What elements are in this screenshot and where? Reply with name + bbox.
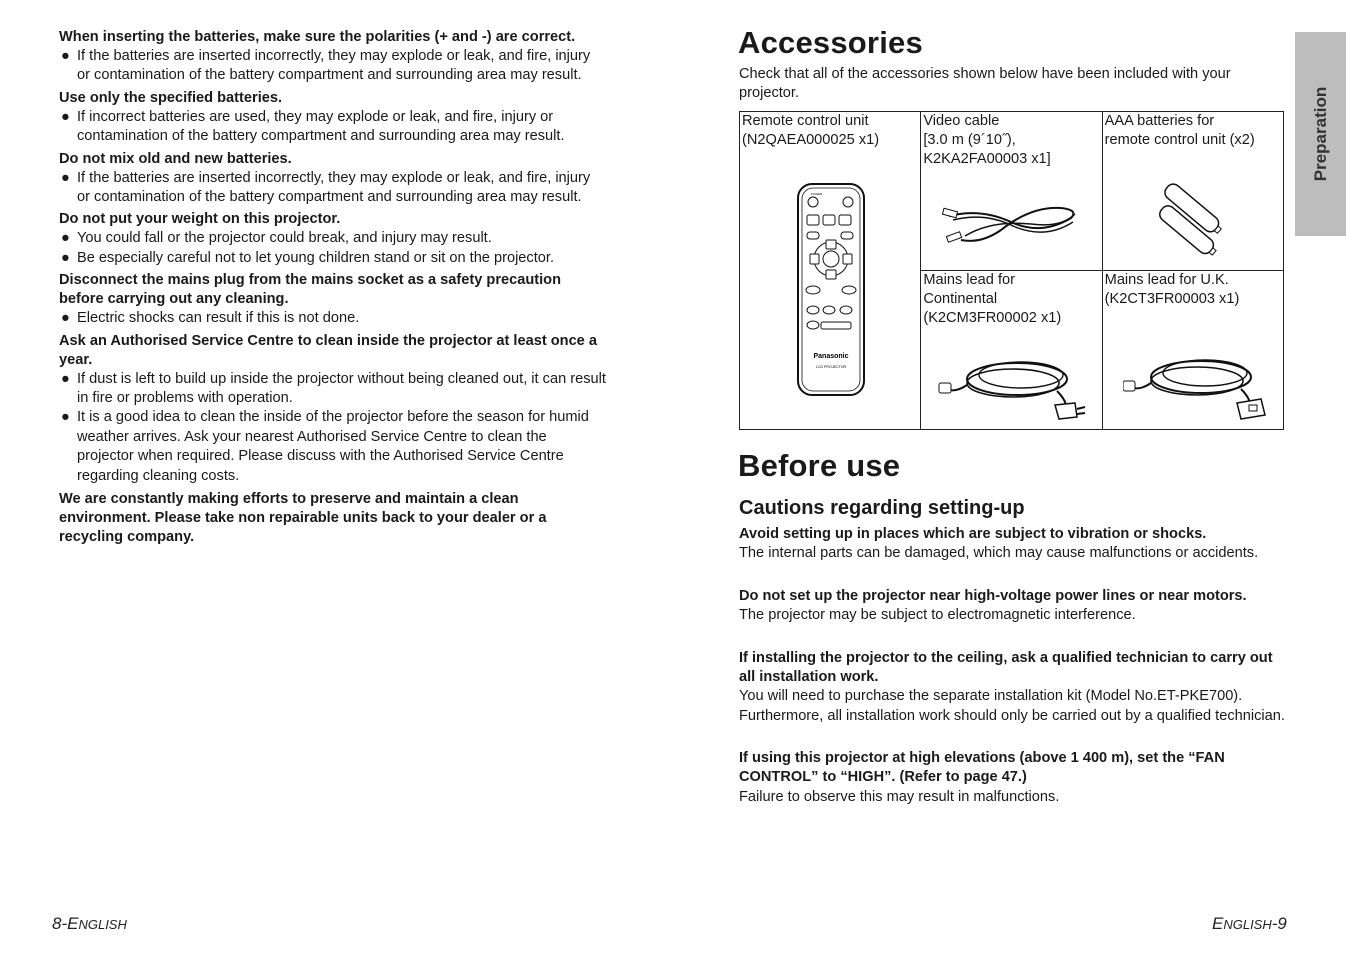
bullet-item: ● Be especially careful not to let young children stand or sit on the projector. — [59, 249, 607, 268]
before-use-title: Before use — [738, 448, 901, 483]
caution-heading: If using this projector at high elevations (above 1 400 m), set the “FAN CONTROL” to “HIGH”. (Refer to page 47.) — [739, 750, 1225, 786]
bullet-item: ● If the batteries are inserted incorrectly, they may explode or leak, and fire, injury or contamination of the battery compartment and surrounding area may result. — [61, 169, 591, 206]
section-disconnect-plug — [59, 271, 607, 328]
bullet-glyph: ● — [61, 48, 70, 64]
cell-aaa-batteries — [1102, 112, 1283, 271]
caution-item — [739, 749, 1287, 807]
bullet-glyph: ● — [61, 409, 70, 426]
cell-mains-lead-uk — [1102, 271, 1283, 430]
environment-note: We are constantly making efforts to preserve and maintain a clean environment. Please take non repairable units back to your dealer or a recycling company. — [59, 491, 547, 546]
bullet-item: ● It is a good idea to clean the inside of the projector before the season for humid weather arrives. Ask your nearest Authorised Service Centre to clean the projector when required. Please discuss with the Authorised Service Centre regarding cleaning costs. — [61, 409, 589, 484]
section-heading: Use only the specified batteries. — [59, 89, 283, 106]
caution-heading: If installing the projector to the ceiling, ask a qualified technician to carry out all installation work. — [739, 649, 1273, 685]
bullet-glyph: ● — [61, 249, 70, 266]
svg-text:POWER: POWER — [811, 192, 823, 196]
section-heading: Do not put your weight on this projector. — [59, 211, 341, 228]
page-number-left: 8-ENGLISH — [52, 914, 127, 933]
cell-mains-lead-continental — [921, 271, 1102, 430]
accessories-table — [739, 111, 1284, 430]
uk-label-line1: Mains lead for U.K. — [1104, 272, 1229, 288]
bullet-glyph: ● — [61, 169, 70, 186]
caution-body: The internal parts can be damaged, which may cause malfunctions or accidents. — [739, 545, 1259, 562]
uk-mains-lead-icon — [1123, 349, 1273, 421]
remote-label-line2: (N2QAEA000025 x1) — [742, 132, 880, 148]
continental-mains-lead-icon — [937, 349, 1087, 421]
caution-body: The projector may be subject to electromagnetic interference. — [739, 607, 1136, 623]
section-heading: Disconnect the mains plug from the mains socket as a safety precaution before carrying out any cleaning. — [59, 272, 562, 308]
bullet-glyph: ● — [61, 310, 70, 327]
section-service-centre — [59, 332, 607, 486]
remote-brand-label: Panasonic — [813, 353, 849, 360]
cell-remote-control — [740, 112, 921, 430]
video-cable-label-line2: [3.0 m (9´10˝), — [923, 132, 1016, 148]
caution-item — [739, 587, 1287, 626]
uk-label-line2: (K2CT3FR00003 x1) — [1104, 291, 1240, 307]
remote-label-line1: Remote control unit — [742, 113, 869, 129]
cell-video-cable — [921, 112, 1102, 271]
caution-item — [739, 649, 1287, 727]
caution-heading: Avoid setting up in places which are subject to vibration or shocks. — [739, 526, 1207, 542]
bullet-glyph: ● — [61, 230, 70, 247]
video-cable-label-line1: Video cable — [923, 113, 1000, 129]
batteries-label-line1: AAA batteries for — [1104, 113, 1215, 129]
remote-control-icon — [796, 182, 866, 397]
remote-model-label: LCD PROJECTOR — [815, 365, 847, 369]
section-battery-polarity — [59, 28, 607, 86]
caution-body: Failure to observe this may result in malfunctions. — [739, 788, 1060, 805]
preparation-side-tab — [1295, 32, 1346, 236]
section-heading: When inserting the batteries, make sure the polarities (+ and -) are correct. — [59, 29, 576, 45]
video-cable-icon — [941, 200, 1081, 252]
batteries-label-line2: remote control unit (x2) — [1104, 132, 1255, 148]
left-page-content — [59, 28, 607, 547]
bullet-item: ● If the batteries are inserted incorrectly, they may explode or leak, and fire, injury or contamination of the battery compartment and surrounding area may result. — [61, 48, 591, 84]
accessories-title: Accessories — [738, 25, 923, 60]
caution-body: You will need to purchase the separate installation kit (Model No.ET-PKE700). Furthermore, all installation work should only be carried out by a qualified technician. — [739, 688, 1285, 724]
section-weight — [59, 210, 607, 268]
video-cable-label-line3: K2KA2FA00003 x1] — [923, 151, 1051, 167]
continental-label-line1: Mains lead for — [923, 272, 1015, 288]
cautions-list — [739, 525, 1287, 830]
accessories-intro: Check that all of the accessories shown below have been included with your projector. — [739, 66, 1231, 102]
section-heading: Do not mix old and new batteries. — [59, 150, 292, 167]
section-environment-note — [59, 490, 607, 547]
caution-heading: Do not set up the projector near high-voltage power lines or near motors. — [739, 587, 1247, 604]
bullet-item: ● You could fall or the projector could break, and injury may result. — [59, 229, 607, 248]
section-heading: Ask an Authorised Service Centre to clean inside the projector at least once a year. — [59, 332, 597, 368]
side-tab-label: Preparation — [1310, 86, 1330, 182]
bullet-item: ● If dust is left to build up inside the projector without being cleaned out, it can result in fire or problems with operation. — [61, 370, 606, 407]
bullet-item: ● If incorrect batteries are used, they may explode or leak, and fire, injury or contamination of the battery compartment and surrounding area may result. — [61, 108, 565, 145]
section-specified-batteries — [59, 89, 607, 147]
page-number-right: ENGLISH-9 — [1212, 914, 1287, 933]
cautions-subtitle: Cautions regarding setting-up — [739, 497, 1025, 519]
bullet-item: ● Electric shocks can result if this is not done. — [59, 309, 607, 328]
caution-item — [739, 525, 1287, 564]
continental-label-line2: Continental — [923, 291, 998, 307]
continental-label-line3: (K2CM3FR00002 x1) — [923, 310, 1062, 326]
bullet-glyph: ● — [61, 370, 70, 387]
section-mix-batteries — [59, 150, 607, 208]
bullet-glyph: ● — [61, 108, 70, 125]
aaa-batteries-icon — [1143, 182, 1243, 262]
